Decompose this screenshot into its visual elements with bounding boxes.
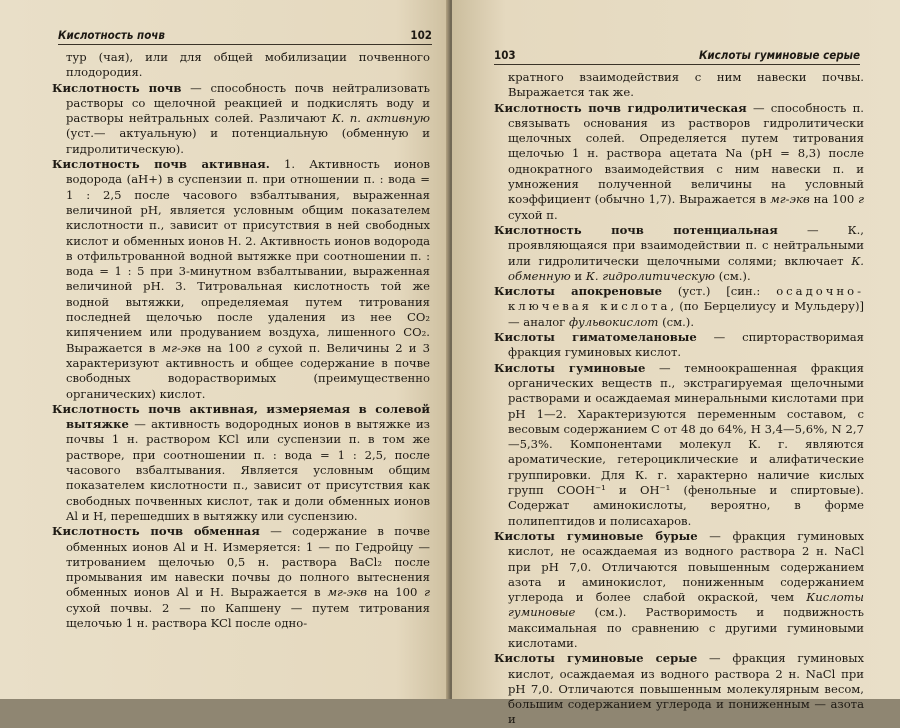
entry-term: Кислоты апокреновые (494, 284, 663, 299)
entry-hymatomelanic-acids: Кислоты гиматомелановые — спирторастворимая фракция гуминовых кислот. (494, 330, 864, 360)
left-page-number: 102 (410, 28, 432, 42)
entry-term: Кислоты гуминовые серые (494, 651, 698, 666)
entry-soil-acidity-salt-extract: Кислотность почв активная, измеряемая в солевой вытяжке — активность водородных ионов в вытяжке из почвы 1 н. раствором KCl или суспензии п. в том же растворе, при соотношении п. : вода = 1 : 2,5, после часового взбалтывания. Является условным общим показателем кислотности п., зависит от присутствия как свободных почвенных кислот, так и доли обменных ионов Al и Н, перешедших в вытяжку или суспензию. (52, 401, 430, 523)
entry-soil-acidity-potential: Кислотность почв потенциальная — К., проявляющаяся при взаимодействии п. с нейтральными или гидролитически щелочными солями; включает К. обменную и К. гидролитическую (см.). (494, 222, 864, 283)
entry-term: Кислотность почв активная. (52, 157, 270, 172)
entry-term: Кислоты гуминовые (494, 360, 646, 375)
left-page (0, 0, 450, 699)
right-page-text (494, 70, 864, 728)
right-running-head (494, 42, 860, 65)
entry-term: Кислотность почв активная, измеряемая в солевой вытяжке (52, 401, 430, 432)
entry-humic-acids-grey: Кислоты гуминовые серые — фракция гуминовых кислот, осаждаемая из водного раствора 2 н. NaCl при рН 7,0. Отличаются повышенным молекулярным весом, большим содержанием углерода и пониженным — азота и (494, 651, 864, 727)
continuation-text: тур (чая), или для общей мобилизации почвенного плодородия. (66, 50, 430, 80)
entry-soil-acidity-exchange: Кислотность почв обменная — содержание в почве обменных ионов Al и Н. Измеряется: 1 — по Гедройцу — титрованием щелочью 0,5 н. раствора BaCl₂ после промывания им навески почвы до полного вытеснения обменных ионов Al и Н. Выражается в мг-экв на 100 г сухой почвы. 2 — по Капшену — путем титрования щелочью 1 н. раствора KCl после одно- (52, 524, 431, 630)
entry-soil-acidity-active: Кислотность почв активная. 1. Активность ионов водорода (aH+) в суспензии п. при отношении п. : вода = 1 : 2,5 после часового взбалтывания, выраженная величиной рН, является условным общим показателем кислотности п., зависит от присутствия в ней свободных кислот и обменных ионов Н. 2. Активность ионов водорода в отфильтрованной водной вытяжке при соотношении п. : вода = 1 : 5 при 3-минутном взбалтывании, выраженная величиной рН. 3. Титровальная кислотность той же водной вытяжки, определяемая путем титрования последней щелочью после удаления из нее CO₂ кипячением или продуванием воздуха, лишенного CO₂. Выражается в мг-экв на 100 г сухой п. Величины 2 и 3 характеризуют активность и общее содержание в почве свободных водорастворимых (преимущественно органических) кислот. (52, 157, 431, 401)
entry-soil-acidity: Кислотность почв — способность почв нейтрализовать растворы со щелочной реакцией и подкислять воду и растворы нейтральных солей. Различают К. п. активную (уст.— актуальную) и потенциальную (обменную и гидролитическую). (52, 80, 430, 156)
entry-term: Кислотность почв (52, 80, 182, 95)
right-page-number: 103 (494, 48, 516, 62)
entry-humic-acids: Кислоты гуминовые — темноокрашенная фракция органических веществ п., экстрагируемая щелочными растворами и осаждаемая минеральными кислотами при рН 1—2. Характеризуются переменным составом, с весовым содержанием С от 48 до 64%, Н 3,4—5,6%, N 2,7—5,3%. Компонентами молекул К. г. являются ароматические, гетероциклические и алифатические группировки. Для К. г. характерно наличие кислых групп COOH⁻¹ и OH⁻¹ (фенольные и спиртовые). Содержат аминокислоты, вероятно, в форме полипептидов и полисахаров. (494, 360, 864, 528)
right-page (452, 0, 900, 727)
continuation-text: кратного взаимодействия с ним навески почвы. Выражается так же. (508, 70, 864, 100)
entry-soil-acidity-hydrolytic: Кислотность почв гидролитическая — способность п. связывать основания из растворов гидролитически щелочных солей. Определяется путем титрования щелочью 1 н. раствора ацетата Na (рН = 8,3) после однократного взаимодействия с ним навески п. и умножения полученной величины на условный коэффициент (обычно 1,7). Выражается в мг-экв на 100 г сухой п. (494, 100, 864, 222)
entry-humic-acids-brown: Кислоты гуминовые бурые — фракция гуминовых кислот, не осаждаемая из водного раствора 2 н. NaCl при рН 7,0. Отличаются повышенным содержанием азота и аминокислот, пониженным содержанием углерода и более слабой окраской, чем Кислоты гуминовые (см.). Растворимость и подвижность максимальная по сравнению с другими гуминовыми кислотами. (494, 528, 864, 650)
entry-term: Кислоты гуминовые бурые (494, 528, 698, 543)
left-running-head (58, 22, 432, 45)
entry-apocrenic-acids: Кислоты апокреновые (уст.) [син.: осадочно-ключевая кислота, (по Берцелиусу и Мульдеру)] — аналог фульвокислот (см.). (494, 284, 864, 329)
entry-term: Кислотность почв потенциальная (494, 222, 778, 237)
left-running-head-title: Кислотность почв (58, 28, 165, 42)
entry-term: Кислотность почв гидролитическая (494, 100, 747, 115)
entry-term: Кислотность почв обменная (52, 524, 260, 539)
right-running-head-title: Кислоты гуминовые серые (698, 48, 860, 62)
entry-term: Кислоты гиматомелановые (494, 330, 697, 345)
left-page-text (52, 50, 430, 631)
